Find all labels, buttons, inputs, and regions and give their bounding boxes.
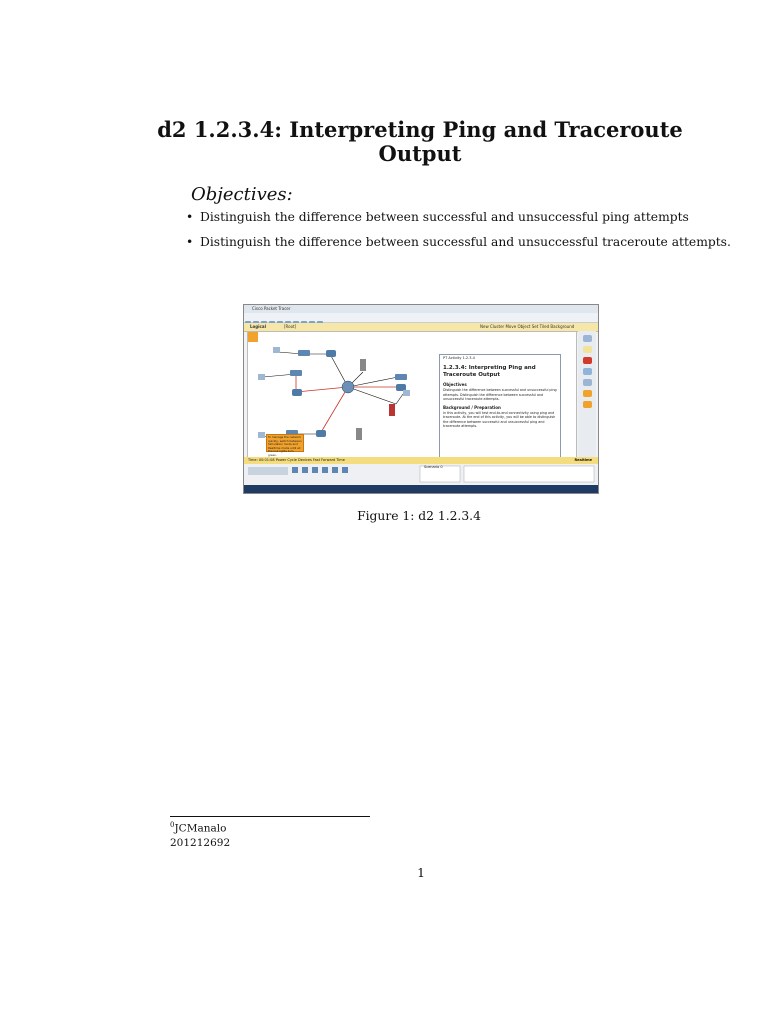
footnote	[170, 818, 230, 850]
start-icon	[246, 493, 255, 494]
note-icon	[583, 346, 592, 353]
tab-logical: Logical	[250, 324, 266, 329]
objectives-list	[186, 210, 731, 260]
footnote-name: JCManalo	[174, 822, 227, 835]
title-line-2: Output	[378, 141, 462, 166]
resize-icon	[583, 379, 592, 386]
instruction-note: To manage the network quickly, switch between Simulation mode and Realtime mode until all the link lights turn green.	[266, 434, 304, 452]
pdu-icon	[583, 390, 592, 397]
taskbar-app-icon	[272, 493, 281, 494]
tab-root: [Root]	[284, 324, 297, 329]
list-item	[186, 235, 731, 250]
taskbar-app-icon	[285, 493, 294, 494]
taskbar-app-icon	[324, 493, 333, 494]
objective-text: Distinguish the difference between successful and unsuccessful traceroute attempts.	[200, 235, 731, 249]
figure-caption: Figure 1: d2 1.2.3.4	[357, 509, 481, 523]
footnote-rule	[170, 816, 370, 817]
network-canvas	[247, 331, 577, 458]
bullet-icon: •	[186, 210, 194, 224]
page-number: 1	[417, 866, 425, 880]
popup-title: 1.2.3.4: Interpreting Ping and Traceroute Output	[443, 365, 536, 378]
taskbar-app-icon	[350, 493, 359, 494]
popup-window-title: PT Activity 1.2.3.4	[443, 356, 475, 360]
taskbar-app-icon	[259, 493, 268, 494]
packet-tracer-screenshot	[243, 304, 599, 494]
activity-popup	[439, 354, 561, 458]
popup-objectives-text: Distinguish the difference between successful and unsuccessful ping attempts. Distinguish the difference between successful and unsuccessful traceroute attempts.	[443, 388, 557, 401]
popup-background-heading: Background / Preparation	[443, 404, 501, 410]
popup-background-text: In this activity, you will test end-to-end connectivity using ping and traceroute. At the end of this activity, you will be able to distinguish the difference between successful and unsuccessful ping and traceroute attempts.	[443, 410, 556, 428]
scenario-label: Scenario 0	[424, 465, 443, 469]
list-item	[186, 210, 731, 225]
select-icon	[583, 335, 592, 342]
tab-right-actions: New Cluster Move Object Set Tiled Background	[480, 324, 575, 329]
complex-pdu-icon	[583, 401, 592, 408]
app-toolbar	[244, 313, 598, 323]
status-text: Time: 00:01:08 Power Cycle Devices Fast Forward Time	[248, 458, 345, 462]
document-title	[150, 118, 690, 166]
footnote-id: 201212692	[170, 836, 231, 849]
os-taskbar	[244, 485, 598, 493]
objectives-heading: Objectives:	[191, 184, 293, 205]
window-titlebar: Cisco Packet Tracer	[244, 305, 598, 313]
taskbar-app-icon	[298, 493, 307, 494]
inspect-icon	[583, 368, 592, 375]
right-tool-palette	[578, 331, 596, 461]
footnote-mark: 0	[170, 821, 175, 829]
taskbar-app-icon	[311, 493, 320, 494]
taskbar-app-icon	[337, 493, 346, 494]
realtime-label: Realtime	[574, 458, 592, 462]
bullet-icon: •	[186, 235, 194, 249]
delete-icon	[583, 357, 592, 364]
popup-objectives-heading: Objectives	[443, 382, 467, 387]
device-palette	[244, 464, 598, 484]
status-bar	[244, 457, 598, 464]
device-panel	[244, 464, 598, 484]
title-line-1: d2 1.2.3.4: Interpreting Ping and Traceroute	[157, 117, 683, 142]
objective-text: Distinguish the difference between successful and unsuccessful ping attempts	[200, 210, 689, 224]
